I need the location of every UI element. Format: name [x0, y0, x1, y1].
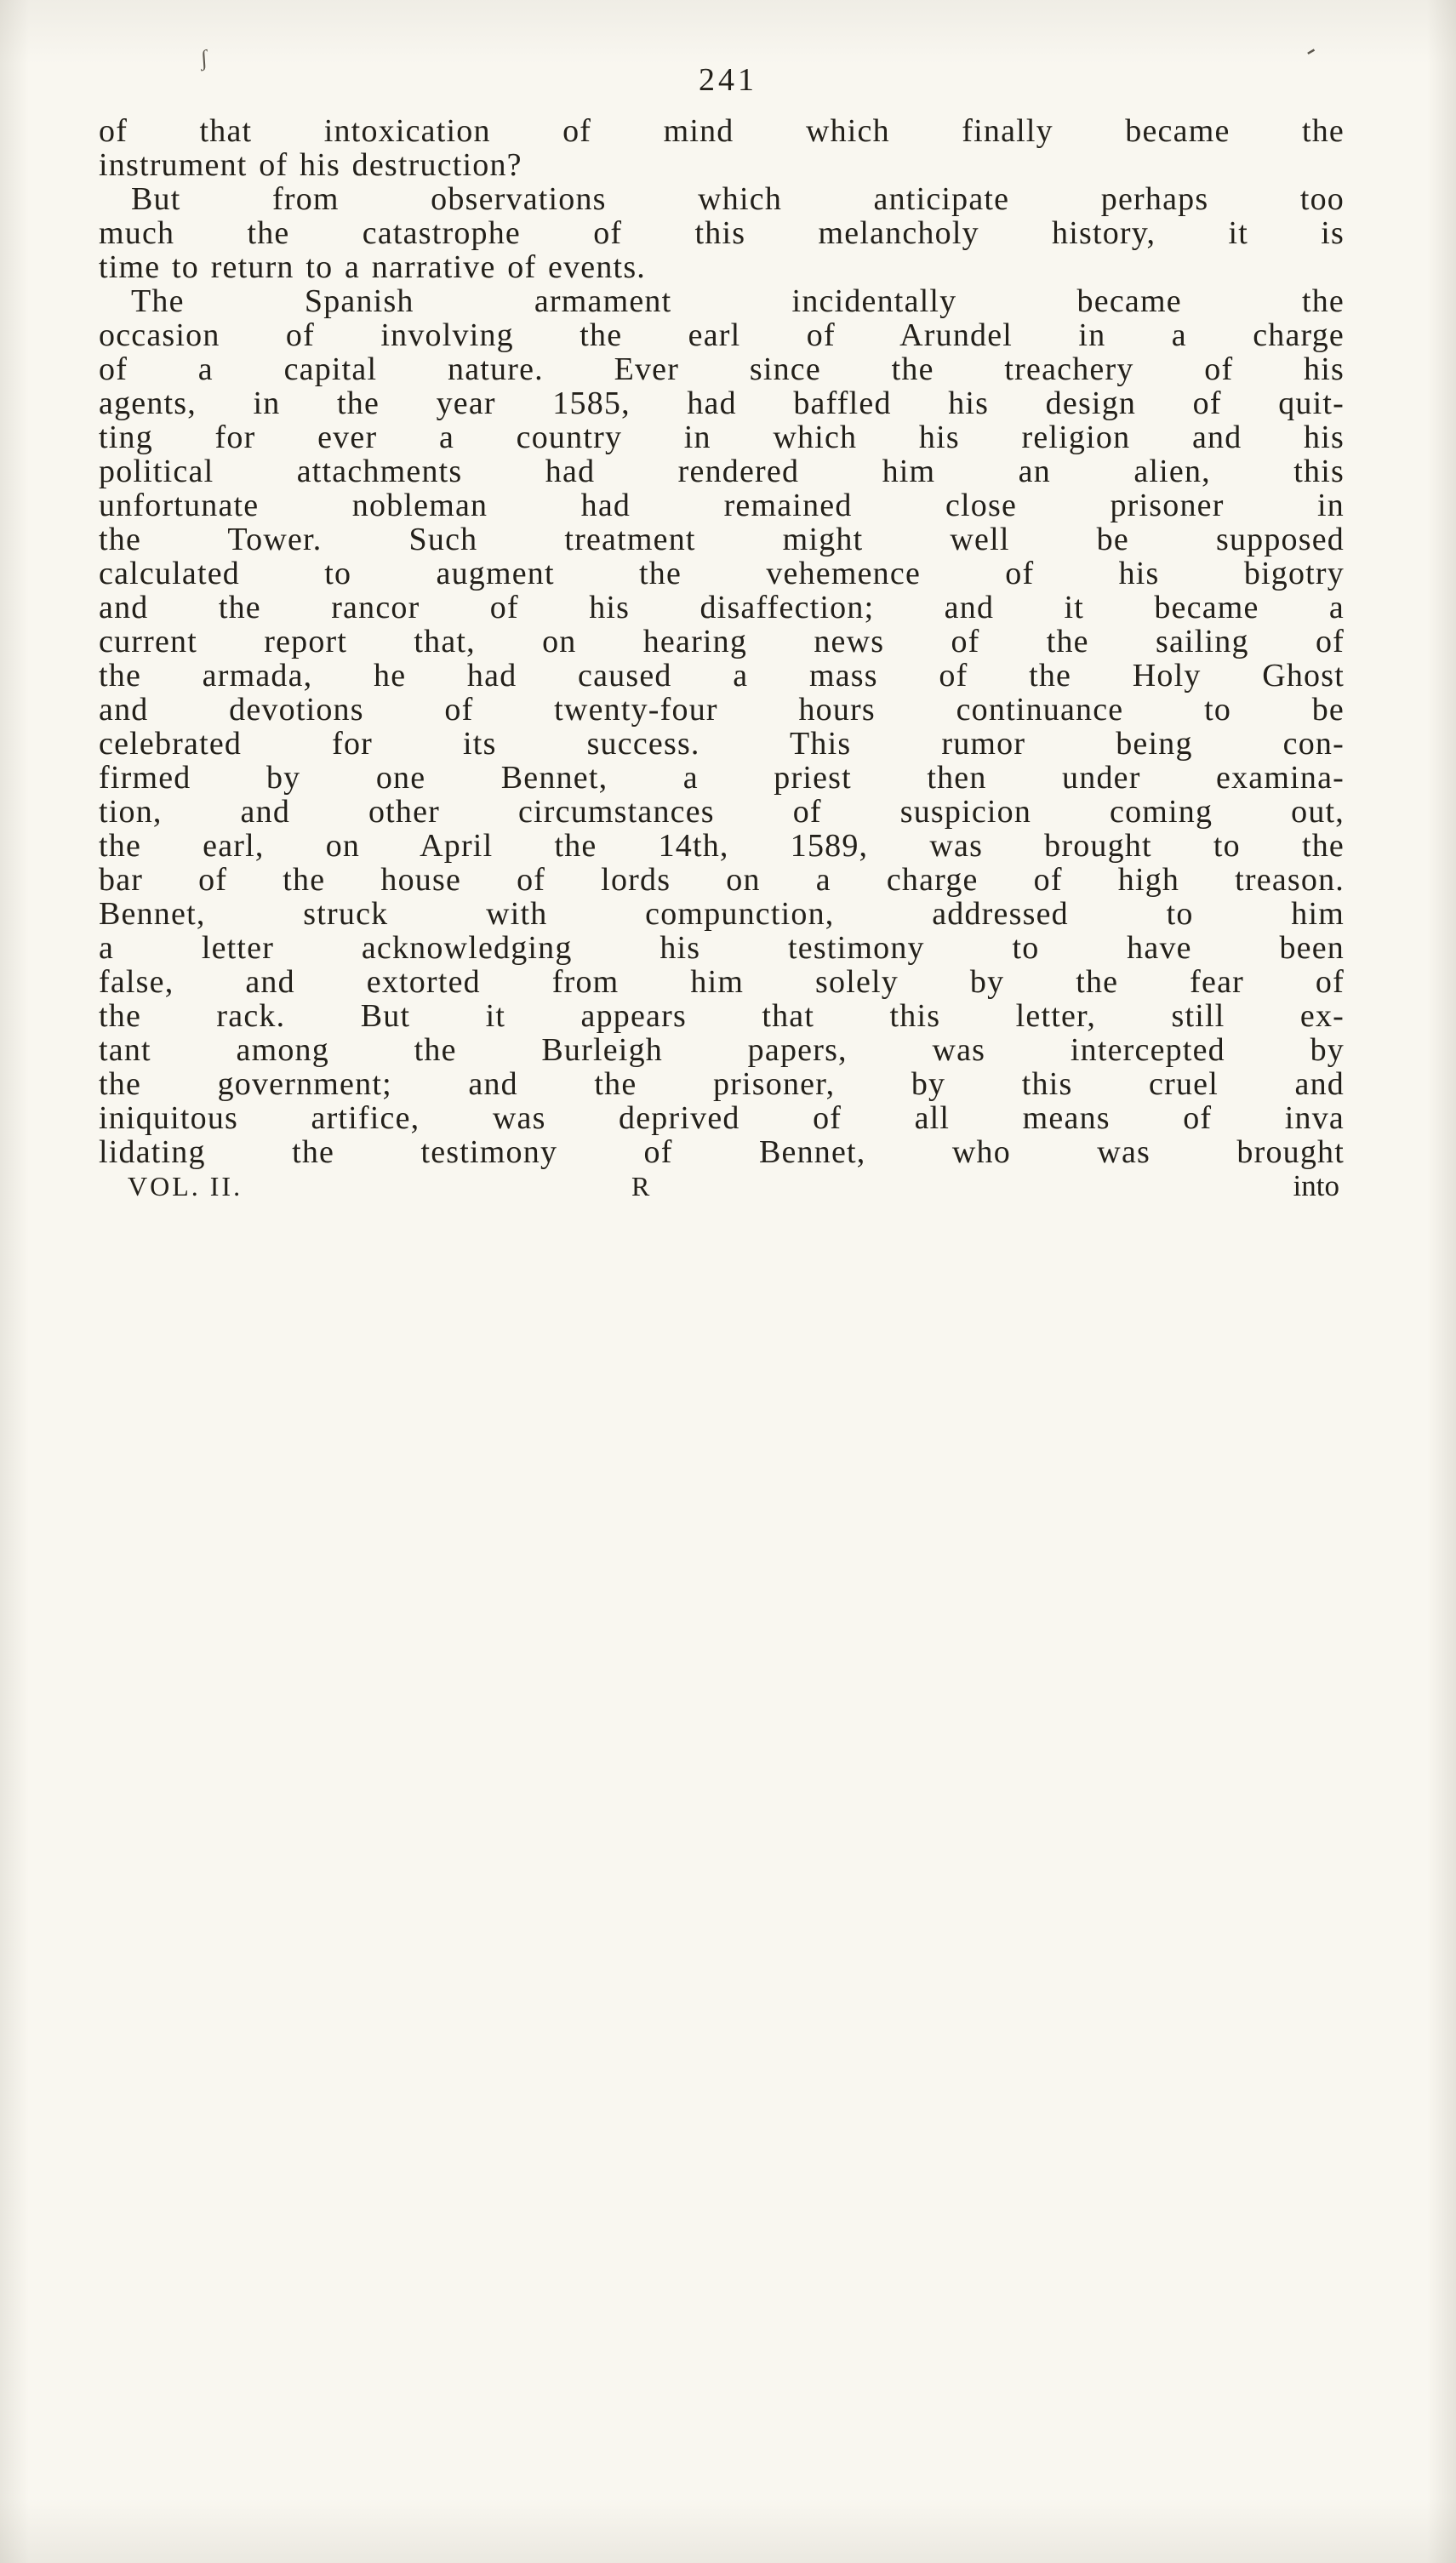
text-line: of that intoxication of mind which finally became the [99, 113, 1345, 149]
text-line: unfortunate nobleman had remained close prisoner in [99, 488, 1345, 523]
text-line: occasion of involving the earl of Arundel in a charge [99, 317, 1345, 353]
text-line: firmed by one Bennet, a priest then under examina- [99, 760, 1345, 796]
text-line: much the catastrophe of this melancholy history, it is [99, 215, 1345, 251]
text-line: agents, in the year 1585, had baffled his design of quit- [99, 385, 1345, 421]
text-line: instrument of his destruction? [99, 147, 522, 183]
text-line: the government; and the prisoner, by this cruel and [99, 1066, 1345, 1102]
catchword: into [1293, 1169, 1339, 1202]
text-line: political attachments had rendered him an alien, this [99, 454, 1345, 489]
text-line: Bennet, struck with compunction, addressed to him [99, 896, 1345, 932]
ink-smudge-top-right: - [1298, 33, 1322, 66]
text-line: lidating the testimony of Bennet, who was brought [99, 1134, 1345, 1170]
text-line: current report that, on hearing news of the sailing of [99, 624, 1345, 659]
text-line: and devotions of twenty-four hours continuance to be [99, 692, 1345, 728]
text-line: the rack. But it appears that this letter, still ex- [99, 998, 1345, 1034]
text-line: calculated to augment the vehemence of his bigotry [99, 556, 1345, 591]
text-line: ting for ever a country in which his religion and his [99, 420, 1345, 455]
volume-label: VOL. II. [128, 1171, 243, 1202]
text-line: of a capital nature. Ever since the treachery of his [99, 351, 1345, 387]
page-number: 241 [699, 62, 757, 98]
text-line: the armada, he had caused a mass of the Holy Ghost [99, 658, 1345, 694]
text-line: celebrated for its success. This rumor being con- [99, 726, 1345, 762]
text-line: the Tower. Such treatment might well be supposed [99, 522, 1345, 557]
text-line: a letter acknowledging his testimony to have been [99, 930, 1345, 966]
text-line: tant among the Burleigh papers, was intercepted by [99, 1032, 1345, 1068]
text-line: false, and extorted from him solely by the fear of [99, 964, 1345, 1000]
text-line: bar of the house of lords on a charge of high treason. [99, 862, 1345, 898]
page-footer [99, 1169, 1345, 1208]
text-line: time to return to a narrative of events. [99, 249, 647, 285]
text-line: The Spanish armament incidentally became the [131, 283, 1345, 319]
text-line: the earl, on April the 14th, 1589, was brought to the [99, 828, 1345, 864]
text-line: tion, and other circumstances of suspicion coming out, [99, 794, 1345, 830]
body-text-block [99, 114, 1345, 1169]
text-line: and the rancor of his disaffection; and it became a [99, 590, 1345, 625]
ink-smudge-top-left: ʃ [197, 45, 210, 71]
text-line: But from observations which anticipate perhaps too [131, 181, 1345, 217]
text-line: iniquitous artifice, was deprived of all means of inva [99, 1100, 1345, 1136]
signature-mark: R [631, 1171, 650, 1202]
